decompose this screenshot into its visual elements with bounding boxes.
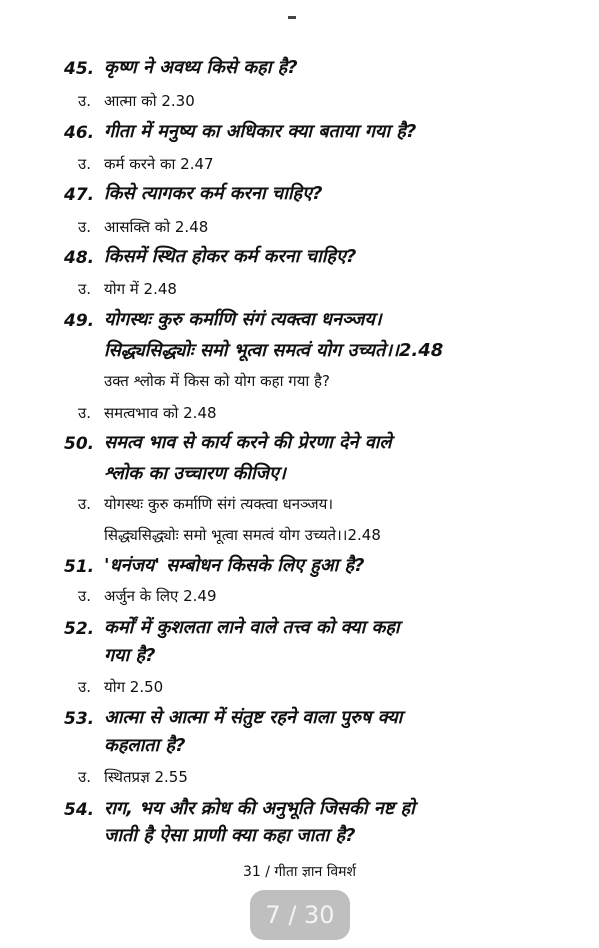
- answer-text: योग 2.50: [104, 678, 164, 696]
- question-text: समत्व भाव से कार्य करने की प्रेरणा देने वाले: [104, 432, 392, 453]
- question-number: 49.: [64, 311, 95, 331]
- answer-prefix: उ.: [78, 587, 91, 605]
- question-number: 54.: [64, 800, 95, 820]
- question-number: 52.: [64, 619, 95, 639]
- question-text: योगस्थः कुरु कर्माणि संगं त्यक्त्वा धनञ्जय।: [104, 309, 382, 330]
- answer-text: योग में 2.48: [104, 280, 177, 298]
- question-subtext: उक्त श्लोक में किस को योग कहा गया है?: [104, 372, 330, 390]
- question-number: 50.: [64, 434, 95, 454]
- answer-prefix: उ.: [78, 404, 91, 422]
- answer-prefix: उ.: [78, 678, 91, 696]
- question-number: 53.: [64, 709, 95, 729]
- answer-prefix: उ.: [78, 768, 91, 786]
- question-number: 51.: [64, 557, 95, 577]
- question-text: कर्मों में कुशलता लाने वाले तत्त्व को क्या कहा: [104, 617, 400, 638]
- question-text: किसमें स्थित होकर कर्म करना चाहिए?: [104, 246, 357, 267]
- answer-text: समत्वभाव को 2.48: [104, 404, 217, 422]
- question-text: जाती है ऐसा प्राणी क्या कहा जाता है?: [104, 825, 356, 846]
- top-mark: [288, 16, 296, 19]
- answer-text: कर्म करने का 2.47: [104, 155, 214, 173]
- question-text: 'धनंजय' सम्बोधन किसके लिए हुआ है?: [104, 555, 365, 576]
- question-text: कहलाता है?: [104, 735, 186, 756]
- answer-text: सिद्ध्यसिद्ध्योः समो भूत्वा समत्वं योग उच्यते।।2.48: [104, 526, 381, 544]
- answer-text: आत्मा को 2.30: [104, 92, 195, 110]
- question-number: 45.: [64, 59, 95, 79]
- question-text: सिद्ध्यसिद्ध्योः समो भूत्वा समत्वं योग उच्यते।।2.48: [104, 340, 444, 361]
- question-text: राग, भय और क्रोध की अनुभूति जिसकी नष्ट हो: [104, 798, 415, 819]
- question-text: आत्मा से आत्मा में संतुष्ट रहने वाला पुरुष क्या: [104, 707, 403, 728]
- question-number: 47.: [64, 185, 95, 205]
- question-number: 48.: [64, 248, 95, 268]
- answer-prefix: उ.: [78, 280, 91, 298]
- answer-prefix: उ.: [78, 155, 91, 173]
- question-text: श्लोक का उच्चारण कीजिए।: [104, 463, 286, 484]
- answer-text: अर्जुन के लिए 2.49: [104, 587, 217, 605]
- answer-prefix: उ.: [78, 218, 91, 236]
- page-footer: 31 / गीता ज्ञान विमर्श: [242, 864, 357, 880]
- answer-prefix: उ.: [78, 495, 91, 513]
- question-text: कृष्ण ने अवध्य किसे कहा है?: [104, 57, 298, 78]
- answer-text: आसक्ति को 2.48: [104, 218, 209, 236]
- page-indicator[interactable]: 7 / 30: [250, 890, 350, 940]
- question-text: गया है?: [104, 645, 156, 666]
- answer-text: स्थितप्रज्ञ 2.55: [104, 768, 188, 786]
- question-number: 46.: [64, 123, 95, 143]
- question-text: किसे त्यागकर कर्म करना चाहिए?: [104, 183, 323, 204]
- answer-prefix: उ.: [78, 92, 91, 110]
- answer-text: योगस्थः कुरु कर्माणि संगं त्यक्त्वा धनञ्जय।: [104, 495, 334, 513]
- question-text: गीता में मनुष्य का अधिकार क्या बताया गया है?: [104, 121, 417, 142]
